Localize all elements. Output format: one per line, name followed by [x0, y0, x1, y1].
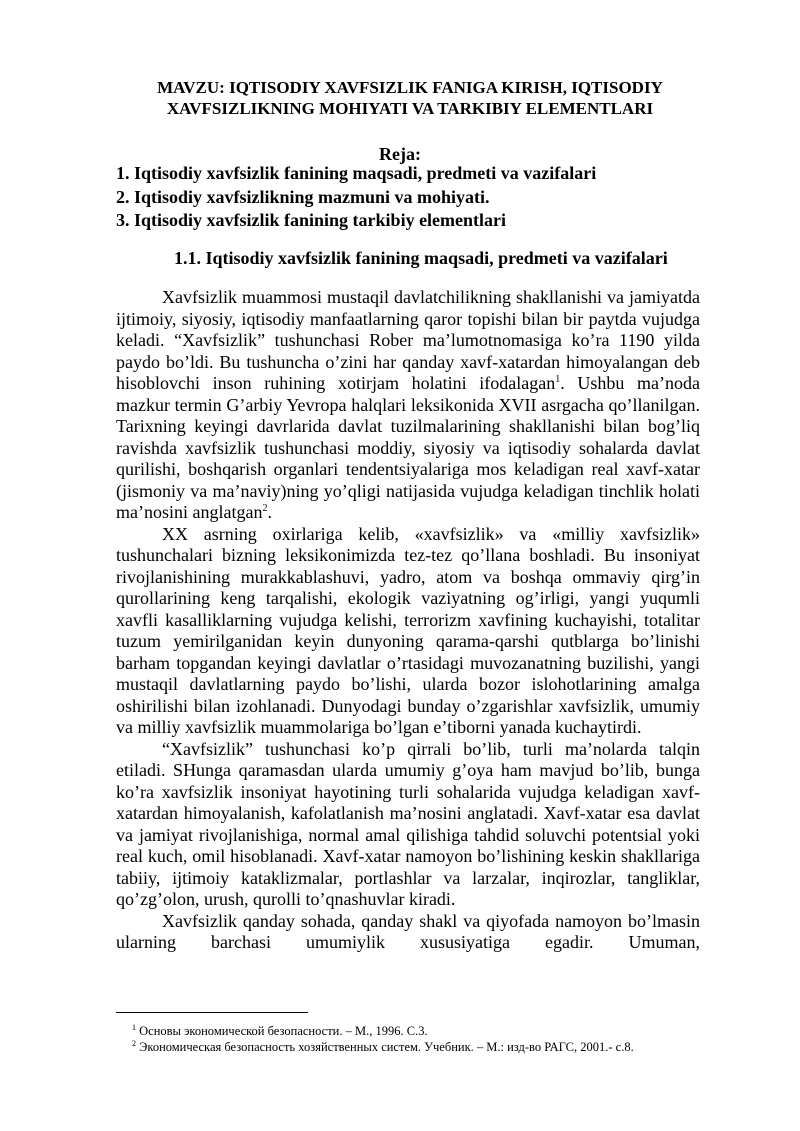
- footnote-2-number: 2: [132, 1038, 136, 1048]
- footnote-1: [132, 1023, 732, 1039]
- footnote-1-text: Основы экономической безопасности. – М., 1996. С.3.: [139, 1024, 428, 1038]
- topic-title: [110, 77, 710, 119]
- footnote-ref-1: 1: [555, 374, 561, 385]
- paragraph-2: XX asrning oxirlariga kelib, «xavfsizlik» va «milliy xavfsizlik» tushunchalari bizning leksikonimizda tez-tez qo’llana boshladi. Bu insoniyat rivojlanishining murakkablashuvi, yadro, atom va boshqa ommaviy qirg’in qurollarining keng tarqalishi, ekologik vaziyatning og’irligi, yangi yuqumli xavfli kasalliklarning vujudga kelishi, terrorizm xavfining kuchayishi, totalitar tuzum yemirilganidan keyin dunyoning qarama-qarshi qutblarga bo’linishi barham topgandan keyingi davlatlar o’rtasidagi muvozanatning buzilishi, yangi mustaqil davlatlarning paydo bo’lishi, ularda bozor islohotlarining amalga oshirilishi bilan izohlanadi. Dunyodagi bunday o’zgarishlar xavfsizlik, umumiy va milliy xavfsizlik muammolariga bo’lgan e’tiborni yanada kuchaytirdi.: [116, 523, 700, 737]
- paragraph-1-part-b: . Ushbu ma’noda mazkur termin G’arbiy Yevropa halqlari leksikonida XVII asrgacha qo’llanilgan. Tarixning keyingi davrlarida davlat tuzilmalarining shakllanishi bilan bog’liq ravishda xavfsizlik tushunchasi moddiy, siyosiy va iqtisodiy sohalarda davlat qurilishi, boshqarish organlari tendentsiyalariga mos keladigan real xavf-xatar (jismoniy va ma’naviy)ning yo’qligi natijasida vujudga keladigan tinchlik holati ma’nosini anglatgan: [116, 373, 700, 522]
- plan-item-1: 1. Iqtisodiy xavfsizlik fanining maqsadi, predmeti va vazifalari: [116, 163, 597, 183]
- plan-list: [116, 162, 716, 233]
- paragraph-1-end: .: [267, 502, 272, 522]
- paragraph-1: [116, 287, 700, 524]
- footnote-2: [132, 1039, 732, 1055]
- plan-item-3: 3. Iqtisodiy xavfsizlik fanining tarkibiy elementlari: [116, 210, 507, 230]
- footnote-2-text: Экономическая безопасность хозяйственных систем. Учебник. – М.: изд-во РАГС, 2001.- с.8.: [139, 1040, 634, 1054]
- topic-title-line-2: XAVFSIZLIKNING MOHIYATI VA TARKIBIY ELEMENTLARI: [166, 99, 654, 118]
- plan-item-2: 2. Iqtisodiy xavfsizlikning mazmuni va mohiyati.: [116, 186, 490, 207]
- topic-title-line-1: MAVZU: IQTISODIY XAVFSIZLIK FANIGA KIRISH, IQTISODIY: [157, 78, 663, 97]
- paragraph-3: “Xavfsizlik” tushunchasi ko’p qirrali bo’lib, turli ma’nolarda talqin etiladi. SHunga qaramasdan ularda umumiy g’oya ham mavjud bo’lib, bunga ko’ra xavfsizlik insoniyat hayotining turli sohalarida vujudga keladigan xavf-xatardan himoyalanish, kafolatlanish ma’nosini anglatadi. Xavf-xatar esa davlat va jamiyat rivojlanishiga, normal amal qilishiga tahdid soluvchi potentsial yoki real kuch, omil hisoblanadi. Xavf-xatar namoyon bo’lishining keskin shakllariga tabiiy, ijtimoiy kataklizmalar, portlashlar va larzalar, inqirozlar, tangliklar, qo’zg’olon, urush, qurolli to’qnashuvlar kiradi.: [116, 738, 700, 909]
- body-text: [116, 287, 700, 954]
- section-heading: 1.1. Iqtisodiy xavfsizlik fanining maqsadi, predmeti va vazifalari: [174, 248, 668, 268]
- paragraph-1-part-a: Xavfsizlik muammosi mustaqil davlatchilikning shakllanishi va jamiyatda ijtimoiy, siyosiy, iqtisodiy manfaatlarning qaror topishi bilan bir paytda vujudga keladi. “Xavfsizlik” tushunchasi Rober ma’lumotnomasiga ko’ra 1190 yilda paydo bo’ldi. Bu tushuncha o’zini har qanday xavf-xatardan himoyalangan deb hisoblovchi inson ruhining xotirjam holatini ifodalagan: [116, 287, 700, 393]
- footnote-1-number: 1: [132, 1022, 136, 1032]
- paragraph-4: Xavfsizlik qanday sohada, qanday shakl va qiyofada namoyon bo’lmasin ularning barchasi umumiylik xususiyatiga egadir. Umuman,: [116, 910, 700, 952]
- footnote-separator: [116, 1012, 308, 1013]
- footnotes: [132, 1023, 732, 1055]
- footnote-ref-2: 2: [262, 503, 268, 514]
- plan-heading: Reja:: [379, 144, 421, 164]
